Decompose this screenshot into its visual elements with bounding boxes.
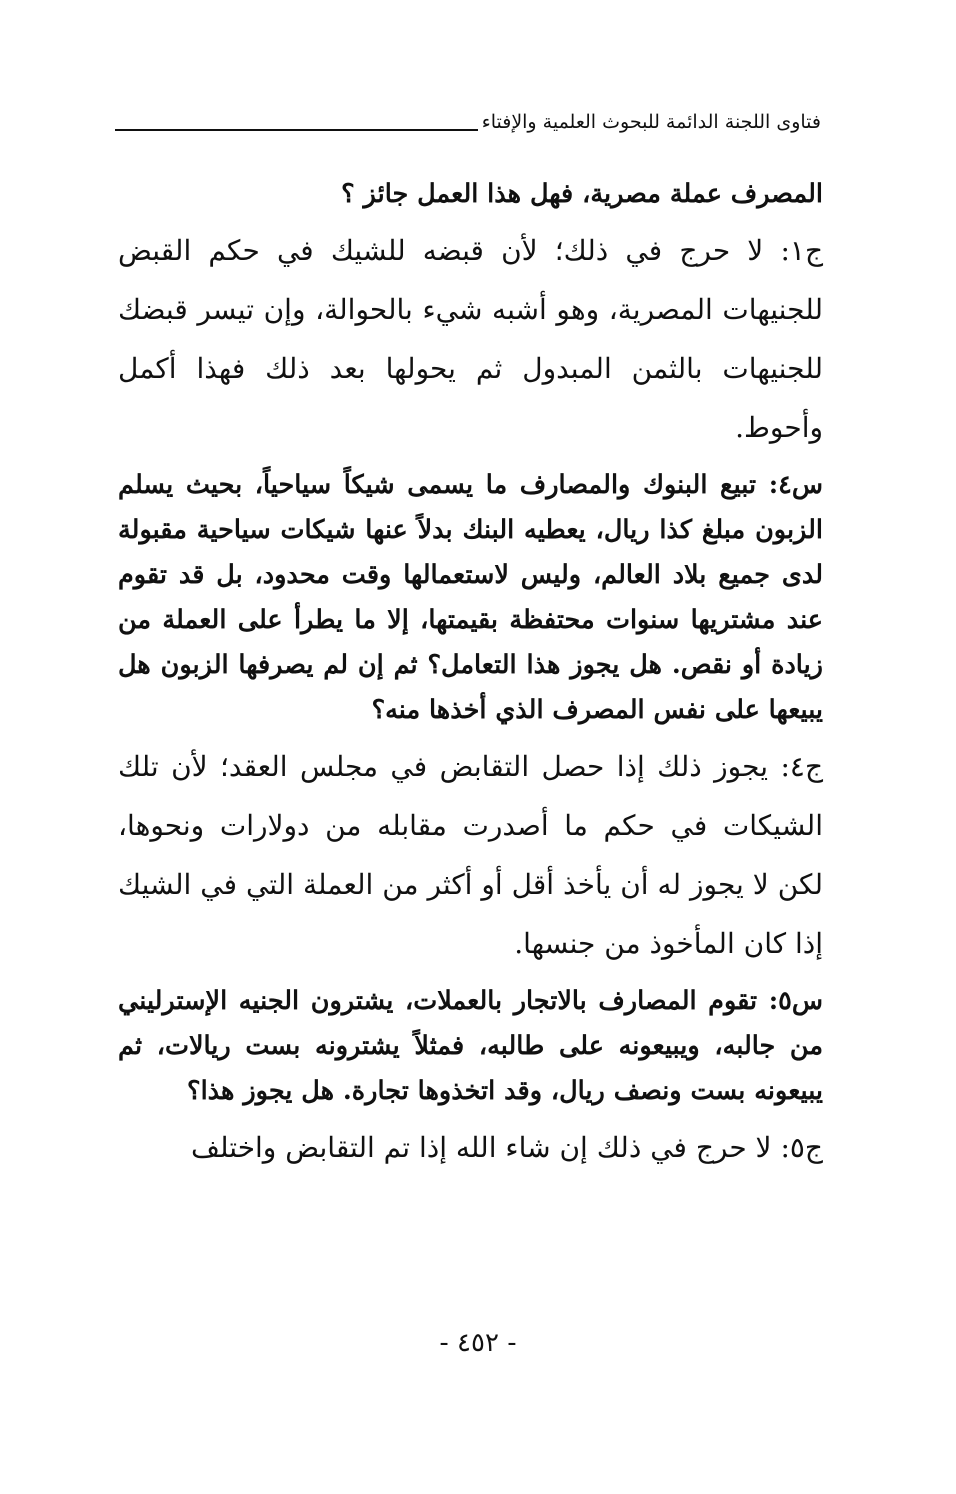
answer-1 bbox=[118, 221, 823, 457]
question-4-text: تبيع البنوك والمصارف ما يسمى شيكاً سياحياً، بحيث يسلم الزبون مبلغ كذا ريال، يعطيه البنك بدلاً عنها شيكات سياحية مقبولة لدى جميع بلاد العالم، وليس لاستعمالها وقت محدود، بل قد تقوم عند مشتريها سنوات محتفظة بقيمتها، إلا ما يطرأ على العملة من زيادة أو نقص. هل يجوز هذا التعامل؟ ثم إن لم يصرفها الزبون هل يبيعها على نفس المصرف الذي أخذها منه؟ bbox=[118, 470, 823, 725]
question-4-label: س٤: bbox=[768, 470, 823, 500]
answer-5 bbox=[118, 1118, 823, 1177]
answer-4-label: ج٤: bbox=[780, 750, 824, 783]
header-title: فتاوى اللجنة الدائمة للبحوث العلمية والإفتاء bbox=[481, 111, 821, 133]
answer-4-text: يجوز ذلك إذا حصل التقابض في مجلس العقد؛ لأن تلك الشيكات في حكم ما أصدرت مقابله من دولارات ونحوها، لكن لا يجوز له أن يأخذ أقل أو أكثر من العملة التي في الشيك إذا كان المأخوذ من جنسها. bbox=[118, 750, 824, 960]
answer-1-text: لا حرج في ذلك؛ لأن قبضه للشيك في حكم القبض للجنيهات المصرية، وهو أشبه شيء بالحوالة، وإن تيسر قبضك للجنيهات بالثمن المبدول ثم يحولها بعد ذلك فهذا أكمل وأحوط. bbox=[118, 234, 823, 444]
question-5-text: تقوم المصارف بالاتجار بالعملات، يشترون الجنيه الإسترليني من جالبه، ويبيعونه على طالبه، فمثلاً يشترونه بست ريالات، ثم يبيعونه بست ونصف ريال، وقد اتخذوها تجارة. هل يجوز هذا؟ bbox=[118, 986, 823, 1106]
header-rule bbox=[115, 129, 478, 131]
question-4 bbox=[118, 463, 823, 733]
answer-5-text: لا حرج في ذلك إن شاء الله إذا تم التقابض واختلف bbox=[190, 1131, 772, 1164]
answer-1-label: ج١: bbox=[780, 234, 824, 267]
running-header bbox=[115, 100, 821, 136]
page-body bbox=[118, 172, 823, 1177]
question-5 bbox=[118, 979, 823, 1114]
answer-5-label: ج٥: bbox=[780, 1131, 823, 1164]
question-5-label: س٥: bbox=[768, 986, 823, 1016]
question-3-tail-text: المصرف عملة مصرية، فهل هذا العمل جائز ؟ bbox=[341, 179, 823, 209]
answer-4 bbox=[118, 737, 823, 973]
page-number: - ٤٥٢ - bbox=[439, 1328, 517, 1358]
question-3-continuation bbox=[118, 172, 823, 217]
